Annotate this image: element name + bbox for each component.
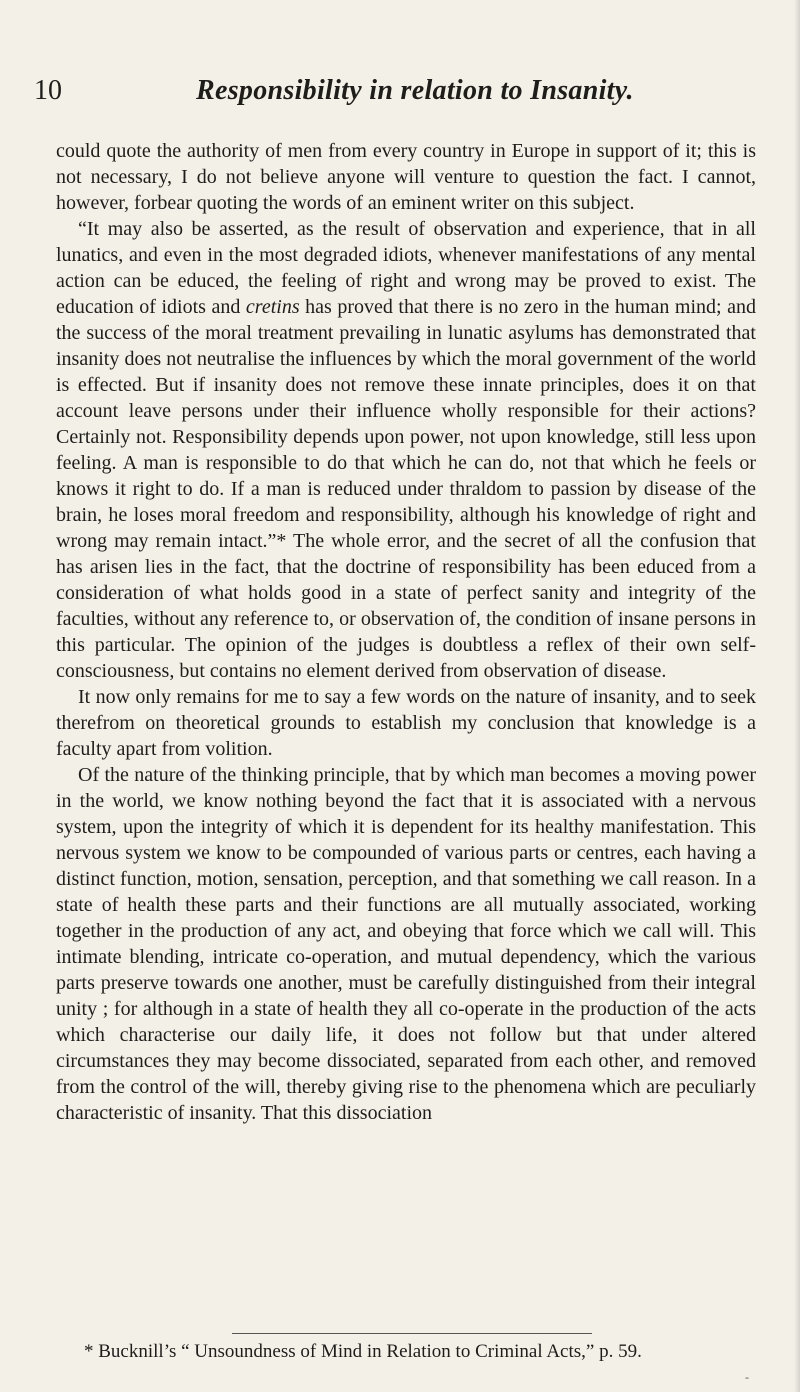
margin-ink-mark: -	[745, 1370, 749, 1384]
page-header	[34, 74, 764, 114]
emphasis-cretins: cretins	[245, 296, 300, 318]
footnote-divider	[232, 1333, 592, 1334]
paragraph-1: could quote the authority of men from every country in Europe in support of it; this is not necessary, I do not believe anyone will venture to question the fact. I cannot, however, forbear quoting the words of an eminent writer on this subject.	[56, 140, 756, 214]
page-edge-shadow	[794, 0, 800, 1392]
paragraph-3: It now only remains for me to say a few words on the nature of insanity, and to seek therefrom on theoretical grounds to establish my conclusion that knowledge is a faculty apart from volition.	[56, 686, 756, 760]
paragraph-4: Of the nature of the thinking principle, that by which man becomes a moving power in the world, we know nothing beyond the fact that it is associated with a nervous system, upon the integrity of which it is dependent for its healthy manifestation. This nervous system we know to be compounded of various parts or centres, each having a distinct function, motion, sensation, perception, and that something we call reason. In a state of health these parts and their functions are all mutually associated, working together in the production of any act, and obeying that force which we call will. This intimate blending, intricate co-operation, and mutual dependency, which the various parts preserve towards one another, must be carefully distinguished from their integral unity ; for although in a state of health they all co-operate in the production of the acts which characterise our daily life, it does not follow but that under altered circumstances they may become dissociated, separated from each other, and removed from the control of the will, thereby giving rise to the phenomena which are peculiarly characteristic of insanity. That this dissociation	[56, 764, 756, 1124]
running-title: Responsibility in relation to Insanity.	[196, 75, 634, 106]
footnote: * Bucknill’s “ Unsoundness of Mind in Relation to Criminal Acts,” p. 59.	[84, 1341, 642, 1362]
quotation-text-after: has proved that there is no zero in the human mind; and the success of the moral treatment prevailing in lunatic asylums has demonstrated that insanity does not neutralise the influences by which the moral government of the world is effected. But if insanity does not remove these innate principles, does it on that account leave persons under their influence wholly responsible for their actions? Certainly not. Responsibility depends upon power, not upon knowledge, still less upon feeling. A man is responsible to do that which he can do, not that which he feels or knows it right to do. If a man is reduced under thraldom to passion by disease of the brain, he loses moral freedom and responsibility, although his knowledge of right and wrong may remain intact.”* The whole error, and the secret of all the confusion that has arisen lies in the fact, that the doctrine of responsibility has been educed from a consideration of what holds good in a state of perfect sanity and integrity of the faculties, without any reference to, or observation of, the condition of insane persons in this particular. The opinion of the judges is doubtless a reflex of their own self-consciousness, but contains no element derived from observation of disease.	[56, 296, 756, 682]
quotation-text-before: “It may also be asserted, as the result of observation and experience, that in all lunatics, and even in the most degraded idiots, whenever manifestations of any mental action can be educed, the feeling of right and wrong may be proved to exist. The education of idiots and	[56, 218, 756, 318]
paragraph-2-quotation	[56, 216, 756, 684]
page-number: 10	[34, 75, 62, 106]
body-text	[56, 138, 756, 1126]
